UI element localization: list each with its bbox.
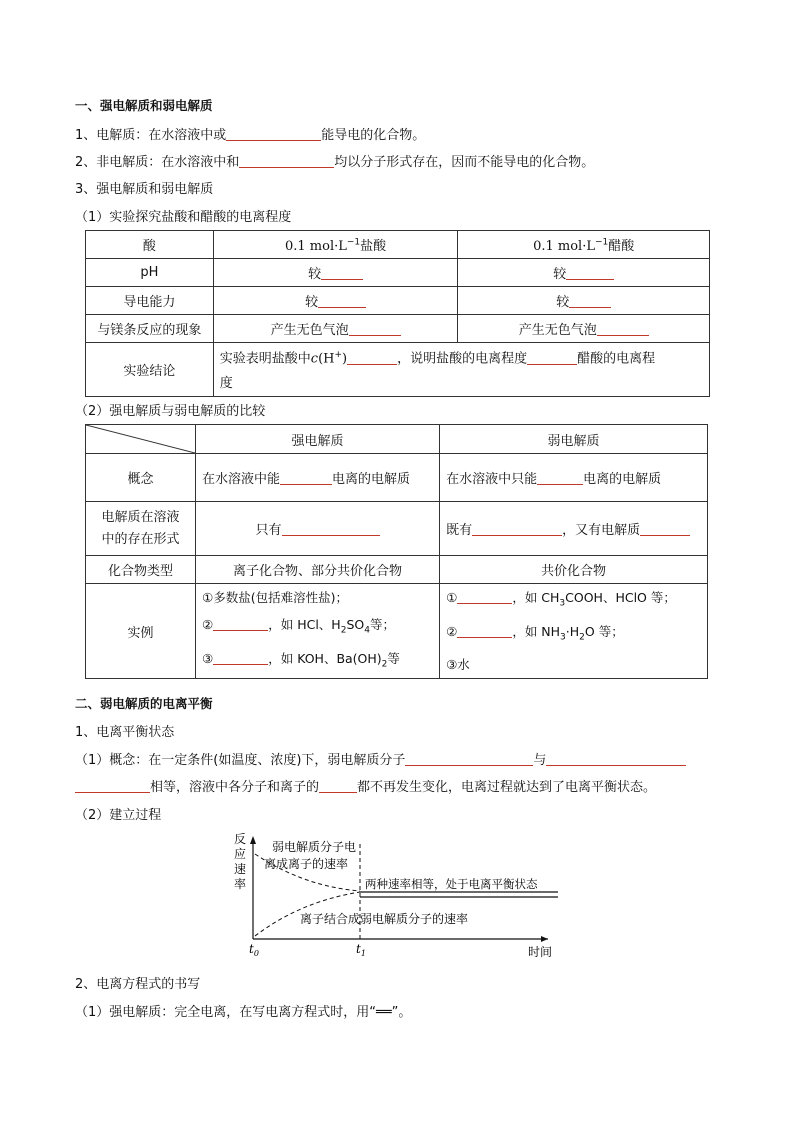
blank <box>239 154 334 168</box>
table-cell <box>196 502 440 556</box>
y-axis-label-3: 速 <box>234 862 247 876</box>
table-cell: 实验结论 <box>86 343 214 397</box>
x-axis-label: 时间 <box>528 945 553 959</box>
text: 1、电解质：在水溶液中或 <box>75 128 227 143</box>
text: 产生无色气泡 <box>518 323 597 338</box>
blank <box>213 617 268 631</box>
table-cell: 化合物类型 <box>86 556 196 584</box>
text: 都不再发生变化，电离过程就达到了电离平衡状态。 <box>357 780 657 795</box>
text: 等 <box>387 650 400 666</box>
text: 3 <box>560 632 566 642</box>
table-row <box>86 231 710 259</box>
subheading-2: （2）强电解质与弱电解质的比较 <box>75 404 266 419</box>
strong-electrolyte-line: （1）强电解质：完全电离，在写电离方程式时，用“══”。 <box>75 1005 412 1020</box>
blank <box>347 351 397 365</box>
blank <box>75 779 150 793</box>
text: 与 <box>533 753 547 768</box>
table-row <box>86 287 710 315</box>
table-cell: 概念 <box>86 454 196 502</box>
blank <box>597 322 649 336</box>
table-row <box>86 584 708 679</box>
x-axis-arrow-icon <box>541 936 548 942</box>
text: ，如 NH <box>512 623 561 639</box>
text: ，如 CH <box>512 590 560 605</box>
text: 产生无色气泡 <box>270 323 349 338</box>
section-title-1: 一、强电解质和弱电解质 <box>75 98 213 113</box>
text: O 等； <box>584 623 624 639</box>
y-axis-label-4: 率 <box>234 877 247 891</box>
text: 较 <box>556 295 570 310</box>
table-cell: 导电能力 <box>86 287 214 315</box>
text: 电离的电解质 <box>583 472 662 487</box>
blank <box>537 471 583 485</box>
text: 0.1 mol·L <box>533 239 595 254</box>
acid-comparison-table <box>85 230 710 397</box>
text: ① <box>446 590 458 605</box>
text: 相等，溶液中各分子和离子的 <box>150 780 320 795</box>
table-cell: 与镁条反应的现象 <box>86 315 214 343</box>
text: 既有 <box>446 523 473 538</box>
blank <box>319 779 357 793</box>
table-row <box>86 454 708 502</box>
blank <box>226 127 321 141</box>
blank <box>213 651 268 665</box>
text: −1 <box>346 237 361 248</box>
table-cell <box>458 315 710 343</box>
text: 能导电的化合物。 <box>321 128 426 143</box>
table-header: 弱电解质 <box>440 425 708 454</box>
curve-top-label-1: 弱电解质分子电 <box>272 840 357 854</box>
blank <box>546 752 686 766</box>
table-row <box>86 343 710 397</box>
y-axis-label-2: 应 <box>234 847 247 861</box>
table-cell <box>86 502 196 556</box>
curve-bottom-label: 离子结合成弱电解质分子的速率 <box>300 912 469 926</box>
text: + <box>334 350 343 361</box>
concept-line-2 <box>75 776 656 795</box>
table-header <box>213 231 458 259</box>
text: 2 <box>579 632 585 642</box>
blank <box>405 752 533 766</box>
text: 实验表明盐酸中 <box>219 351 311 367</box>
table-cell <box>458 259 710 287</box>
y-axis-label-1: 反 <box>234 832 247 846</box>
text: c <box>310 351 319 367</box>
blank <box>349 322 401 336</box>
blank <box>282 522 380 536</box>
text: 醋酸的电离程 <box>577 351 656 367</box>
blank <box>321 266 363 280</box>
table-cell <box>440 502 708 556</box>
example-line <box>202 645 433 679</box>
table-cell <box>458 287 710 315</box>
text: COOH、HClO 等； <box>565 590 676 605</box>
example-line <box>202 611 433 645</box>
text: 4 <box>364 625 370 636</box>
text: 醋酸 <box>608 239 635 254</box>
text: 0.1 mol·L <box>284 239 347 254</box>
text: 中的存在形式 <box>101 531 180 547</box>
y-axis-arrow-icon <box>250 836 256 844</box>
line-ionization-equilibrium: 1、电离平衡状态 <box>75 725 175 740</box>
text: 电离的电解质 <box>332 472 411 487</box>
blank <box>566 266 614 280</box>
text: ·H <box>565 623 580 639</box>
subheading-build-process: （2）建立过程 <box>75 808 162 823</box>
table-header: 酸 <box>86 231 214 259</box>
line-equation-writing: 2、电离方程式的书写 <box>75 977 201 992</box>
text: ③水 <box>446 657 470 672</box>
table-row <box>86 425 708 454</box>
table-cell <box>440 454 708 502</box>
example-line <box>446 618 701 652</box>
example-line <box>446 584 701 618</box>
text: 2、非电解质：在水溶液中和 <box>75 155 240 170</box>
section-title-2: 二、弱电解质的电离平衡 <box>75 696 213 711</box>
equilibrium-rate-diagram <box>228 826 568 962</box>
text: ，说明盐酸的电离程度 <box>397 351 528 367</box>
line-non-electrolyte <box>75 151 594 170</box>
table-cell-conclusion <box>213 343 709 397</box>
table-cell: pH <box>86 259 214 287</box>
text: t <box>249 942 254 956</box>
text: SO <box>346 617 365 632</box>
text: −1 <box>594 237 609 248</box>
text: （1）概念：在一定条件(如温度、浓度)下，弱电解质分子 <box>75 753 406 768</box>
subheading-1: （1）实验探究盐酸和醋酸的电离程度 <box>75 210 292 225</box>
table-cell: 共价化合物 <box>440 556 708 584</box>
diagonal-line <box>86 425 195 453</box>
table-cell <box>440 584 708 679</box>
table-header <box>458 231 710 259</box>
text: 电解质在溶液 <box>101 509 180 525</box>
text: 较 <box>553 267 567 282</box>
t1-label <box>356 942 366 958</box>
table-row <box>86 315 710 343</box>
text: 0 <box>253 949 259 958</box>
text: ) <box>342 351 348 367</box>
table-cell: 实例 <box>86 584 196 679</box>
text: ，如 HCl、H <box>268 617 341 632</box>
table-row <box>86 502 708 556</box>
diagonal-header-cell <box>86 425 196 454</box>
text: 只有 <box>255 523 282 538</box>
blank <box>457 624 512 638</box>
equilibrium-label: 两种速率相等，处于电离平衡状态 <box>365 877 538 891</box>
blank <box>318 294 366 308</box>
blank <box>569 294 611 308</box>
text: t <box>356 942 361 956</box>
text: ，又有电解质 <box>562 523 641 538</box>
t0-label <box>249 942 259 958</box>
text: 等； <box>369 617 395 632</box>
line-strong-weak: 3、强电解质和弱电解质 <box>75 182 214 197</box>
line-electrolyte <box>75 124 425 143</box>
text: 在水溶液中只能 <box>446 472 538 487</box>
blank <box>472 522 562 536</box>
text: 1 <box>360 949 366 958</box>
text: ② <box>446 623 458 639</box>
table-cell: 离子化合物、部分共价化合物 <box>196 556 440 584</box>
text: 2 <box>340 625 347 636</box>
text: 盐酸 <box>360 239 387 254</box>
blank <box>640 522 690 536</box>
table-cell <box>196 454 440 502</box>
blank <box>280 471 332 485</box>
table-cell <box>196 584 440 679</box>
table-cell <box>213 287 458 315</box>
text: ② <box>202 617 214 632</box>
text: ①多数盐(包括难溶性盐)； <box>202 590 348 605</box>
text: 较 <box>305 295 319 310</box>
text: 在水溶液中能 <box>202 472 281 487</box>
text: (H <box>318 351 335 367</box>
table-cell <box>213 315 458 343</box>
text: ③ <box>202 650 214 666</box>
text: 2 <box>381 659 388 669</box>
concept-line-1 <box>75 749 686 768</box>
text: ，如 KOH、Ba(OH) <box>268 650 382 666</box>
curve-top-label-2: 离成离子的速率 <box>264 857 349 871</box>
text: 均以分子形式存在，因而不能导电的化合物。 <box>334 155 595 170</box>
table-row <box>86 259 710 287</box>
electrolyte-comparison-table <box>85 424 708 679</box>
text: 3 <box>559 598 566 609</box>
text: 较 <box>308 267 322 282</box>
table-header: 强电解质 <box>196 425 440 454</box>
blank <box>457 590 512 604</box>
table-row <box>86 556 708 584</box>
text: 度 <box>219 375 233 391</box>
table-cell <box>213 259 458 287</box>
blank <box>527 351 577 365</box>
